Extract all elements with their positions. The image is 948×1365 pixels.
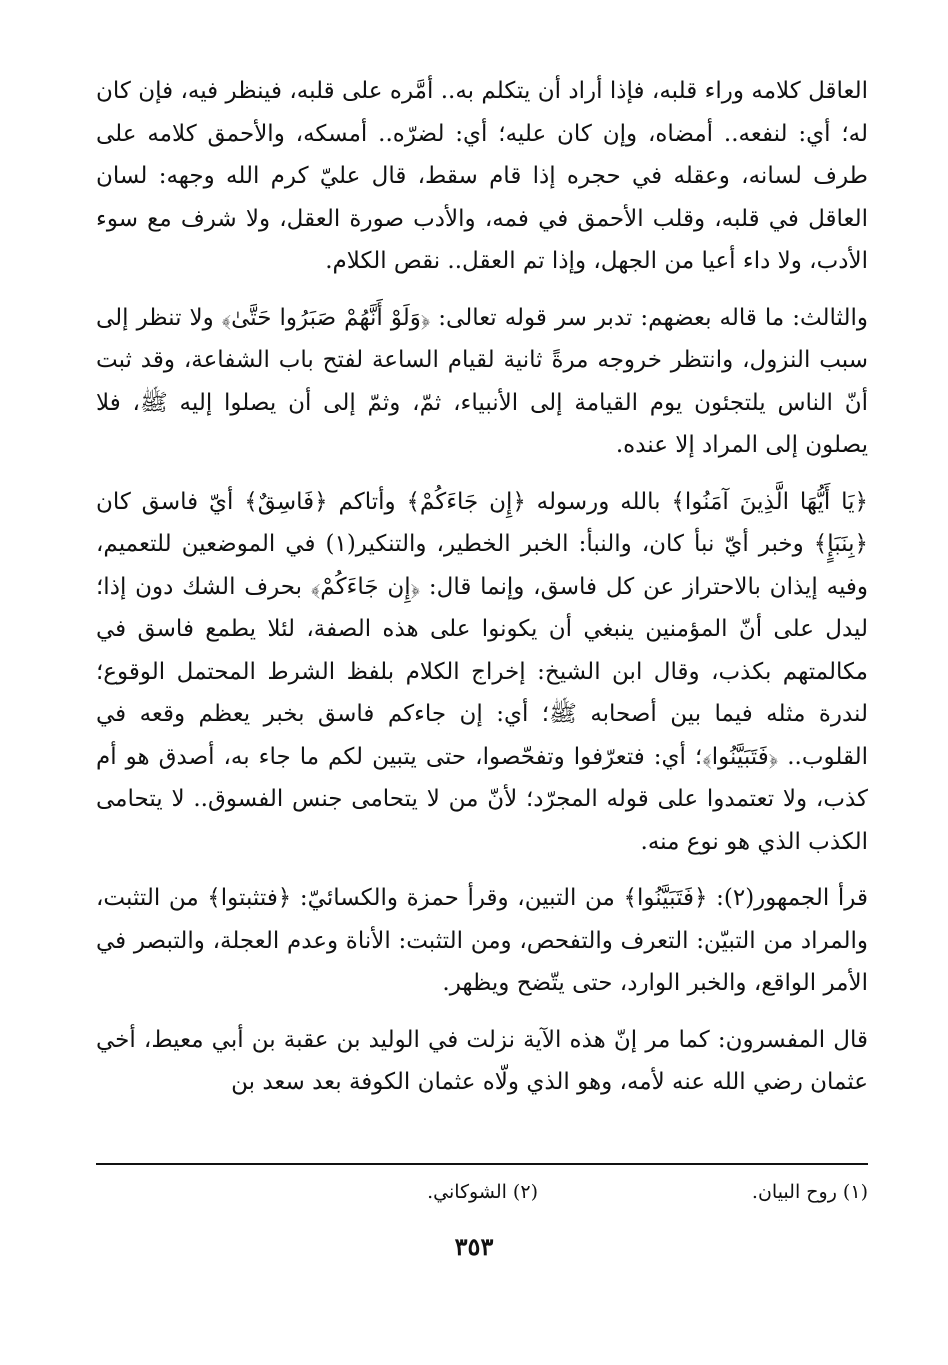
paragraph-4: قرأ الجمهور(٢): ﴿فَتَبَيَّنُوا﴾ من التبين، وقرأ حمزة والكسائيّ: ﴿فتثبتوا﴾ من التثبت، والمراد من التبيّن: التعرف والتفحص، ومن التثبت: الأناة وعدم العجلة، والتبصر في الأمر الواقع، والخبر الوارد، حتى يتّضح ويظهر. [96,885,868,996]
paragraph-5: قال المفسرون: كما مر إنّ هذه الآية نزلت في الوليد بن عقبة بن أبي معيط، أخي عثمان رضي الله عنه لأمه، وهو الذي ولّاه عثمان الكوفة بعد سعد بن [96,1026,868,1095]
paragraph-2: والثالث: ما قاله بعضهم: تدبر سر قوله تعالى: ﴿وَلَوْ أَنَّهُمْ صَبَرُوا حَتَّىٰ﴾ ولا تنظر إلى سبب النزول، وانتظر خروجه مرةً ثانية لقيام الساعة لفتح باب الشفاعة، وقد ثبت أنّ الناس يلتجئون يوم القيامة إلى الأنبياء، ثمّ، وثمّ إلى أن يصلوا إليه ﷺ، فلا يصلون إلى المراد إلا عنده. [96,304,868,458]
paragraph-3: ﴿يَا أَيُّهَا الَّذِينَ آمَنُوا﴾ بالله ورسوله ﴿إِن جَاءَكُمْ﴾ وأتاكم ﴿فَاسِقٌ﴾ أيّ فاسق كان ﴿بِنَبَإٍ﴾ وخبر أيّ نبأ كان، والنبأ: الخبر الخطير، والتنكير(١) في الموضعين للتعميم، وفيه إيذان بالاحتراز عن كل فاسق، وإنما قال: ﴿إِن جَاءَكُمْ﴾ بحرف الشك دون إذا؛ ليدل على أنّ المؤمنين ينبغي أن يكونوا على هذه الصفة، لئلا يطمع فاسق في مكالمتهم بكذب، وقال ابن الشيخ: إخراج الكلام بلفظ الشرط المحتمل الوقوع؛ لندرة مثله فيما بين أصحابه ﷺ؛ أي: إن جاءكم فاسق بخبر يعظم وقعه في القلوب.. ﴿فَتَبَيَّنُوا﴾؛ أي: فتعرّفوا وتفحّصوا، حتى يتبين لكم ما جاء به، أصدق هو أم كذب، ولا تعتمدوا على قوله المجرّد؛ لأنّ من لا يتحامى جنس الفسوق.. لا يتحامى الكذب الذي هو نوع منه. [96,488,868,855]
footnote-divider [96,1163,868,1165]
footnote-2: (٢) الشوكاني. [427,1181,538,1203]
footnotes [96,1181,868,1213]
page-body [96,70,868,1104]
paragraph-1: العاقل كلامه وراء قلبه، فإذا أراد أن يتكلم به.. أمَّره على قلبه، فينظر فيه، فإن كان له؛ أي: لنفعه.. أمضاه، وإن كان عليه؛ أي: لضرّه.. أمسكه، والأحمق كلامه على طرف لسانه، وعقله في حجره إذا قام سقط، قال عليّ كرم الله وجهه: لسان العاقل في قلبه، وقلب الأحمق في فمه، والأدب صورة العقل، ولا شرف مع سوء الأدب، ولا داء أعيا من الجهل، وإذا تم العقل.. نقص الكلام. [96,78,868,274]
page-number: ٣٥٣ [454,1232,494,1261]
footnote-1: (١) روح البيان. [751,1181,868,1203]
